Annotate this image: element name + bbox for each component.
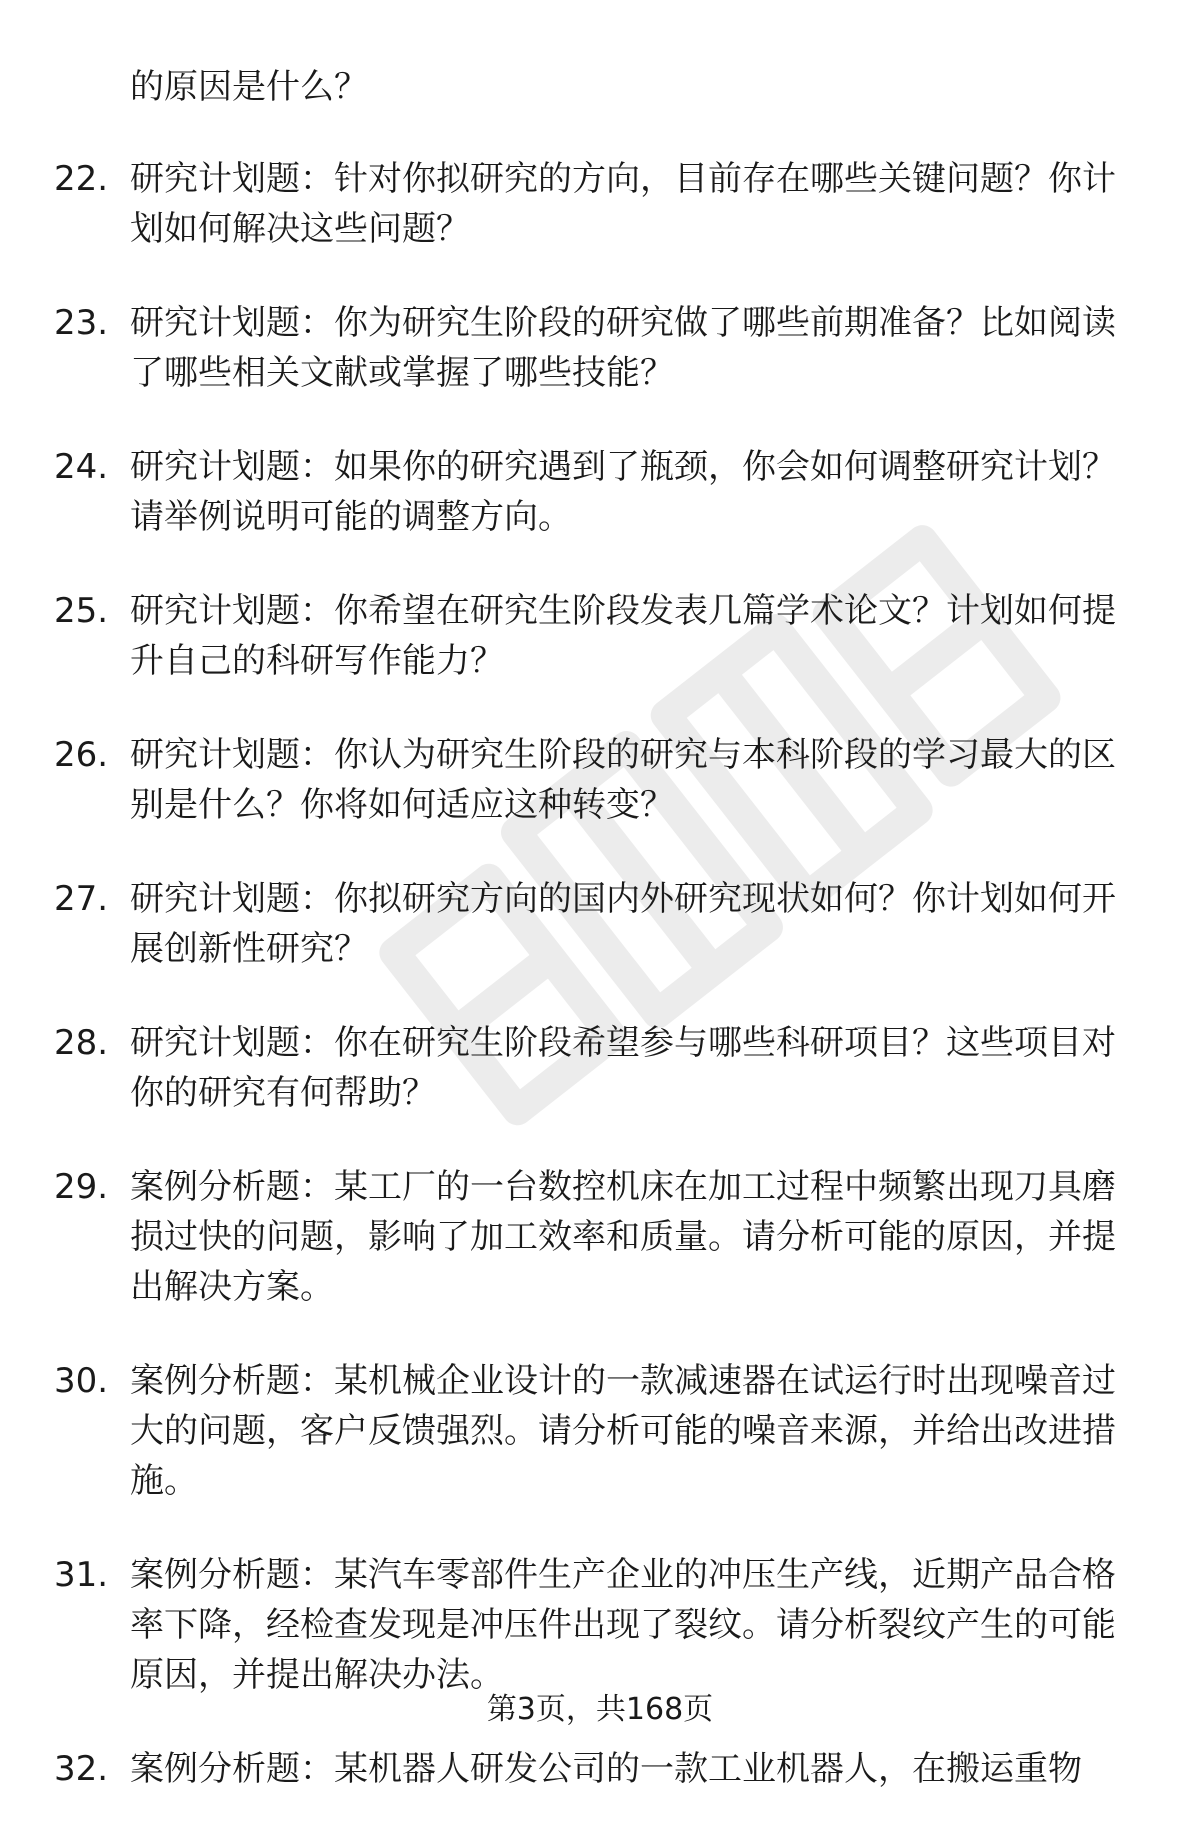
question-text: 案例分析题：某汽车零部件生产企业的冲压生产线，近期产品合格率下降，经检查发现是冲压件出现了裂纹。请分析裂纹产生的可能原因，并提出解决办法。 <box>130 1555 1116 1695</box>
question-list <box>0 62 1200 1838</box>
question-text: 研究计划题：你希望在研究生阶段发表几篇学术论文？计划如何提升自己的科研写作能力？ <box>130 591 1116 681</box>
question-text: 研究计划题：针对你拟研究的方向，目前存在哪些关键问题？你计划如何解决这些问题？ <box>130 159 1116 249</box>
question-text: 案例分析题：某工厂的一台数控机床在加工过程中频繁出现刀具磨损过快的问题，影响了加工效率和质量。请分析可能的原因，并提出解决方案。 <box>130 1167 1116 1307</box>
question-number: 22. <box>54 159 109 199</box>
question-number: 29. <box>54 1167 109 1207</box>
question-number: 24. <box>54 447 109 487</box>
question-number: 30. <box>54 1361 109 1401</box>
question-item <box>0 874 1200 974</box>
question-text: 案例分析题：某机器人研发公司的一款工业机器人，在搬运重物 <box>130 1749 1082 1789</box>
question-item <box>0 1550 1200 1700</box>
question-text: 研究计划题：你认为研究生阶段的研究与本科阶段的学习最大的区别是什么？你将如何适应这种转变？ <box>130 735 1116 825</box>
question-item <box>0 1356 1200 1506</box>
question-item <box>0 154 1200 254</box>
question-text: 研究计划题：你为研究生阶段的研究做了哪些前期准备？比如阅读了哪些相关文献或掌握了哪些技能？ <box>130 303 1116 393</box>
question-number: 25. <box>54 591 109 631</box>
continuation-item <box>0 62 1200 112</box>
question-text: 案例分析题：某机械企业设计的一款减速器在试运行时出现噪音过大的问题，客户反馈强烈。请分析可能的噪音来源，并给出改进措施。 <box>130 1361 1116 1501</box>
question-text: 研究计划题：你拟研究方向的国内外研究现状如何？你计划如何开展创新性研究？ <box>130 879 1116 969</box>
question-item <box>0 298 1200 398</box>
question-item <box>0 442 1200 542</box>
question-number: 31. <box>54 1555 109 1595</box>
continuation-text: 的原因是什么？ <box>130 67 368 107</box>
question-item <box>0 586 1200 686</box>
question-number: 27. <box>54 879 109 919</box>
question-number: 26. <box>54 735 109 775</box>
question-item <box>0 1744 1200 1794</box>
question-number: 32. <box>54 1749 109 1789</box>
question-item <box>0 730 1200 830</box>
question-number: 28. <box>54 1023 109 1063</box>
question-item <box>0 1018 1200 1118</box>
question-text: 研究计划题：如果你的研究遇到了瓶颈，你会如何调整研究计划？请举例说明可能的调整方向。 <box>130 447 1116 537</box>
page-footer: 第3页，共168页 <box>486 1692 714 1727</box>
question-item <box>0 1162 1200 1312</box>
question-text: 研究计划题：你在研究生阶段希望参与哪些科研项目？这些项目对你的研究有何帮助？ <box>130 1023 1116 1113</box>
question-number: 23. <box>54 303 109 343</box>
